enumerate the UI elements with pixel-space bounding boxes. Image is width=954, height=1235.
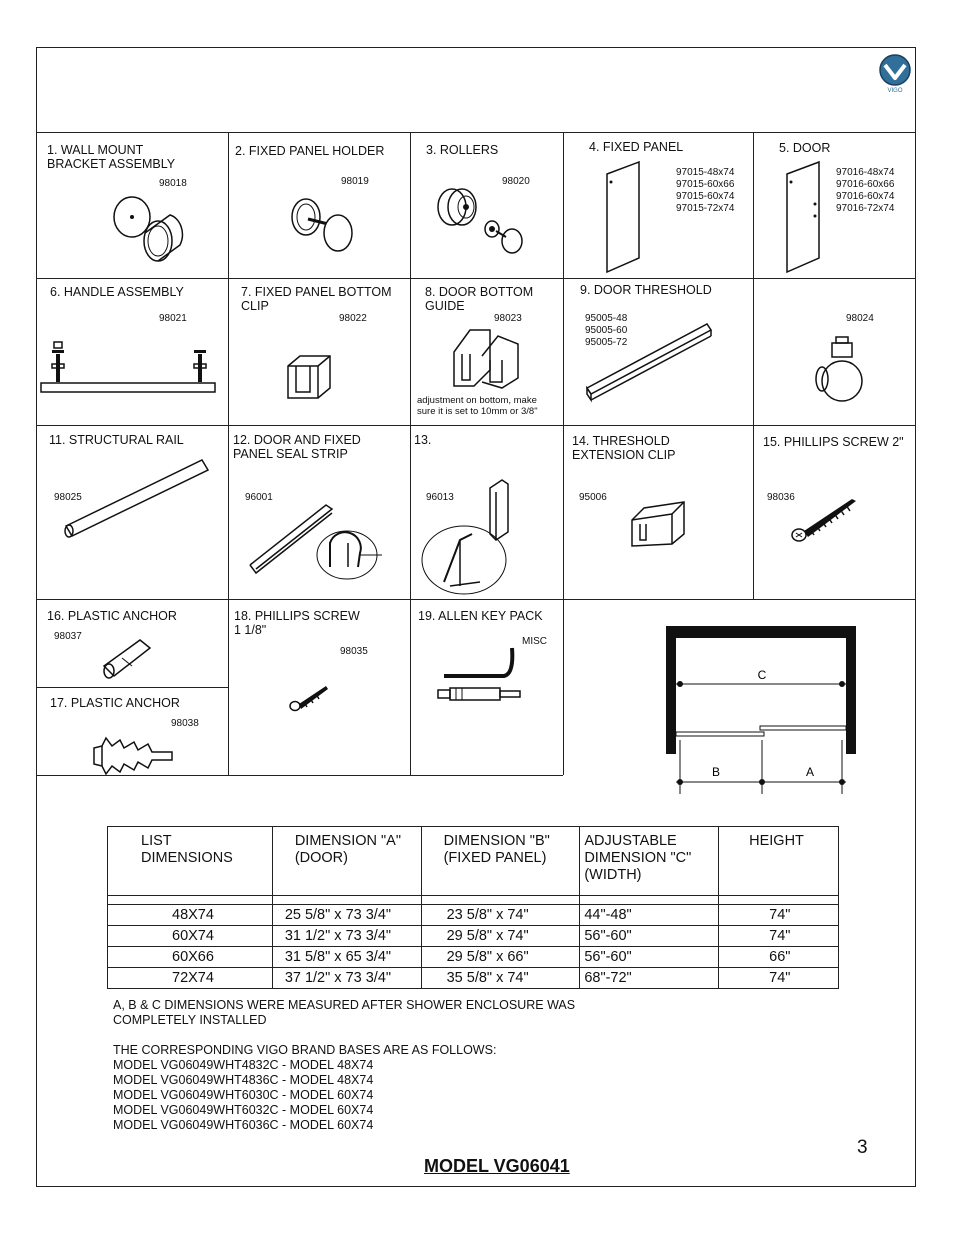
dimensions-table	[107, 826, 839, 989]
phillips-screw-2in-icon	[790, 495, 860, 545]
grid-line	[563, 132, 564, 775]
cell-dim-b: 29 5/8" x 66"	[421, 947, 580, 968]
base-model-item: MODEL VG06049WHT4836C - MODEL 48X74	[113, 1073, 374, 1087]
part-9-label: 9. DOOR THRESHOLD	[580, 283, 712, 297]
table-row	[108, 947, 839, 968]
header-dimension-b: DIMENSION "B" (FIXED PANEL)	[421, 827, 580, 896]
footnotes	[113, 998, 575, 1133]
part-6-label: 6. HANDLE ASSEMBLY	[50, 285, 184, 299]
rollers-icon	[434, 185, 534, 260]
part-16-code: 98037	[54, 631, 82, 642]
cell-size: 60X74	[108, 926, 273, 947]
part-10-code: 98024	[846, 313, 874, 324]
part-11-code: 98025	[54, 492, 82, 503]
extension-clip-icon	[630, 500, 690, 550]
header-dimension-c: ADJUSTABLE DIMENSION "C" (WIDTH)	[580, 827, 719, 896]
table-spacer-row	[108, 896, 839, 905]
part-6-code: 98021	[159, 313, 187, 324]
table-row	[108, 905, 839, 926]
cell-height: 74"	[719, 926, 839, 947]
table-header-row	[108, 827, 839, 896]
cell-height: 66"	[719, 947, 839, 968]
part-18-label: 18. PHILLIPS SCREW 1 1/8"	[234, 609, 360, 637]
fixed-panel-icon	[605, 160, 645, 275]
part-13-label: 13.	[414, 433, 432, 447]
grid-line	[36, 425, 916, 426]
cell-dim-b: 35 5/8" x 74"	[421, 968, 580, 989]
cell-dim-a: 37 1/2" x 73 3/4"	[272, 968, 421, 989]
grid-line	[36, 132, 916, 133]
bases-heading: THE CORRESPONDING VIGO BRAND BASES ARE AS FOLLOWS:	[113, 1043, 497, 1057]
part-1-code: 98018	[159, 178, 187, 189]
table-row	[108, 968, 839, 989]
model-title: MODEL VG06041	[424, 1156, 570, 1176]
door-threshold-icon	[585, 320, 715, 402]
bottom-clip-icon	[286, 352, 334, 402]
structural-rail-icon	[62, 456, 212, 538]
part-14-label: 14. THRESHOLD EXTENSION CLIP	[572, 434, 676, 462]
cell-dim-a: 25 5/8" x 73 3/4"	[272, 905, 421, 926]
base-model-item: MODEL VG06049WHT6032C - MODEL 60X74	[113, 1103, 374, 1117]
part-1-label: 1. WALL MOUNT BRACKET ASSEMBLY	[47, 143, 176, 171]
seal-strip-icon	[240, 503, 385, 583]
part-4-code: 97015-48x74 97015-60x66 97015-60x74 97015-72x74	[676, 167, 735, 214]
part-9-code: 95005-48 95005-60 95005-72	[585, 313, 628, 348]
part-3-label: 3. ROLLERS	[426, 143, 499, 157]
door-bottom-guide-icon	[450, 322, 525, 390]
part-17-code: 98038	[171, 718, 199, 729]
cell-height: 74"	[719, 968, 839, 989]
cell-dim-a: 31 1/2" x 73 3/4"	[272, 926, 421, 947]
part-19-code: MISC	[522, 636, 547, 647]
cell-dim-a: 31 5/8" x 65 3/4"	[272, 947, 421, 968]
part-5-label: 5. DOOR	[779, 141, 831, 155]
part-3-code: 98020	[502, 176, 530, 187]
grid-line	[753, 132, 754, 599]
part-15-label: 15. PHILLIPS SCREW 2"	[763, 435, 904, 449]
part-8-code: 98023	[494, 313, 522, 324]
part-13-code: 96013	[426, 492, 454, 503]
cell-dim-b: 23 5/8" x 74"	[421, 905, 580, 926]
base-model-item: MODEL VG06049WHT4832C - MODEL 48X74	[113, 1058, 374, 1072]
part-5-code: 97016-48x74 97016-60x66 97016-60x74 97016-72x74	[836, 167, 895, 214]
part-8-label: 8. DOOR BOTTOM GUIDE	[425, 285, 534, 313]
part-12-code: 96001	[245, 492, 273, 503]
part-7-label: 7. FIXED PANEL BOTTOM CLIP	[241, 285, 392, 313]
plastic-anchor-16-icon	[102, 636, 157, 680]
enclosure-layout-diagram	[660, 624, 860, 799]
vigo-logo-icon	[878, 54, 914, 94]
part-2-code: 98019	[341, 176, 369, 187]
brand-text: VIGO	[887, 88, 903, 94]
part-16-label: 16. PLASTIC ANCHOR	[47, 609, 177, 623]
page-number: 3	[857, 1137, 868, 1158]
part-7-code: 98022	[339, 313, 367, 324]
dimension-b-label: B	[711, 765, 721, 779]
cell-size: 72X74	[108, 968, 273, 989]
grid-line	[228, 132, 229, 775]
plastic-anchor-17-icon	[92, 736, 182, 776]
grid-line	[36, 599, 916, 600]
part-19-label: 19. ALLEN KEY PACK	[418, 609, 543, 623]
header-list-dimensions: LIST DIMENSIONS	[108, 827, 273, 896]
cell-size: 48X74	[108, 905, 273, 926]
cell-dim-c: 56"-60"	[580, 926, 719, 947]
knob-icon	[812, 335, 864, 403]
cell-dim-c: 44"-48"	[580, 905, 719, 926]
cell-dim-b: 29 5/8" x 74"	[421, 926, 580, 947]
part-11-label: 11. STRUCTURAL RAIL	[49, 433, 184, 447]
part-15-code: 98036	[767, 492, 795, 503]
header-height: HEIGHT	[719, 827, 839, 896]
header-dimension-a: DIMENSION "A" (DOOR)	[272, 827, 421, 896]
part-17-label: 17. PLASTIC ANCHOR	[50, 696, 180, 710]
cell-dim-c: 68"-72"	[580, 968, 719, 989]
allen-key-icon	[434, 644, 524, 704]
table-row	[108, 926, 839, 947]
base-model-item: MODEL VG06049WHT6036C - MODEL 60X74	[113, 1118, 374, 1132]
wall-bracket-icon	[110, 195, 190, 270]
measured-note: A, B & C DIMENSIONS WERE MEASURED AFTER SHOWER ENCLOSURE WAS COMPLETELY INSTALLED	[113, 998, 576, 1027]
cell-height: 74"	[719, 905, 839, 926]
part-12-label: 12. DOOR AND FIXED PANEL SEAL STRIP	[233, 433, 361, 461]
fixed-panel-holder-icon	[288, 195, 363, 260]
handle-assembly-icon	[40, 340, 218, 395]
phillips-screw-small-icon	[288, 684, 333, 714]
part-18-code: 98035	[340, 646, 368, 657]
part-8-note: adjustment on bottom, make sure it is set to 10mm or 3/8"	[417, 395, 538, 417]
part-4-label: 4. FIXED PANEL	[589, 140, 684, 154]
part-14-code: 95006	[579, 492, 607, 503]
grid-line	[36, 687, 228, 688]
cell-dim-c: 56"-60"	[580, 947, 719, 968]
grid-line	[410, 132, 411, 775]
base-model-item: MODEL VG06049WHT6030C - MODEL 60X74	[113, 1088, 374, 1102]
door-panel-icon	[785, 160, 825, 275]
part-2-label: 2. FIXED PANEL HOLDER	[235, 144, 385, 158]
cell-size: 60X66	[108, 947, 273, 968]
dimension-c-label: C	[757, 668, 767, 682]
grid-line	[36, 278, 916, 279]
dimension-a-label: A	[805, 765, 815, 779]
seal-strip-13-icon	[420, 474, 530, 594]
